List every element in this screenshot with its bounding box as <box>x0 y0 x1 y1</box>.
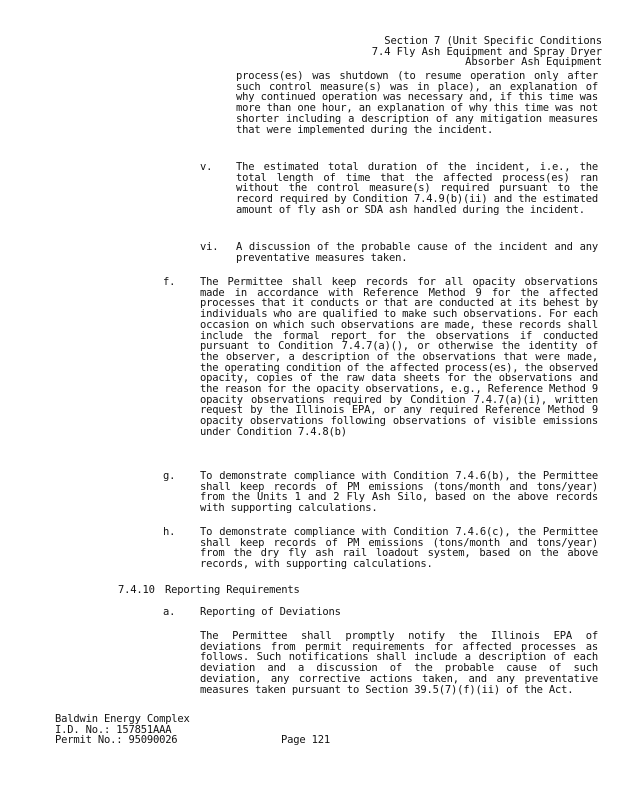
item-g-marker: g. <box>163 470 176 482</box>
item-a-title: Reporting of Deviations <box>200 606 341 618</box>
item-v-text: The estimated total duration of the incident, i.e., the total length of time that the affected process(es) ran without the control measure(s) required pursuant to the record required by Condition 7.4.9(b)(ii) and the estimated amount of fly ash or SDA ash handled during the incident. <box>236 161 598 216</box>
header-subsection-title: 7.4 Fly Ash Equipment and Spray Dryer <box>371 45 602 58</box>
footer-facility-name: Baldwin Energy Complex <box>55 713 190 725</box>
item-h-marker: h. <box>163 526 176 538</box>
footer-id-number: I.D. No.: 157851AAA <box>55 723 172 736</box>
item-f-marker: f. <box>163 276 176 288</box>
item-a-marker: a. <box>163 606 176 618</box>
page-header <box>302 36 602 68</box>
footer-permit-number: Permit No.: 95090026 <box>55 734 178 747</box>
item-a-text: The Permittee shall promptly notify the Illinois EPA of deviations from permit requirements for affected processes as follows. Such notifications shall include a description of each deviation and a discussion of the probable cause of such deviation, any corrective actions taken, and any preventative measures taken pursuant to Section 39.5(7)(f)(ii) of the Act. <box>200 630 598 696</box>
section-number: 7.4.10 <box>118 584 155 596</box>
item-v-marker: v. <box>200 161 213 173</box>
item-f-text: The Permittee shall keep records for all opacity observations made in accordance with Reference Method 9 for the affected processes that it conducts or that are conducted at its behest by individuals who are qualified to make such observations. For each occasion on which such observations are made, these records shall include the formal report for the observations if conducted pursuant to Condition 7.4.7(a)(), or otherwise the identity of the observer, a description of the observations that were made, the operating condition of the affected process(es), the observed opacity, copies of the raw data sheets for the observations and the reason for the opacity observations, e.g., Reference Method 9 opacity observations required by Condition 7.4.7(a)(i), written request by the Illinois EPA, or any required Reference Method 9 opacity observations following observations of visible emissions under Condition 7.4.8(b) <box>200 276 598 438</box>
item-vi-marker: vi. <box>200 241 219 253</box>
item-vi-text: A discussion of the probable cause of the incident and any preventative measures taken. <box>236 241 598 264</box>
footer-page-number: Page 121 <box>281 734 330 746</box>
section-title: Reporting Requirements <box>165 584 300 596</box>
page-footer <box>55 714 190 746</box>
item-g-text: To demonstrate compliance with Condition 7.4.6(b), the Permittee shall keep records of PM emissions (tons/month and tons/year) from the Units 1 and 2 Fly Ash Silo, based on the above records with supporting calculations. <box>200 470 598 515</box>
header-section-title: Section 7 (Unit Specific Conditions <box>384 35 602 47</box>
header-subsection-title-cont: Absorber Ash Equipment <box>465 56 602 68</box>
item-iv-continuation: process(es) was shutdown (to resume operation only after such control measure(s) was in place), an explanation of why continued operation was necessary and, if this time was more than one hour, an explanation of why this time was not shorter including a description of any mitigation measures that were implemented during the incident. <box>236 70 598 136</box>
item-h-text: To demonstrate compliance with Condition 7.4.6(c), the Permittee shall keep records of PM emissions (tons/month and tons/year) from the dry fly ash rail loadout system, based on the above records, with supporting calculations. <box>200 526 598 571</box>
